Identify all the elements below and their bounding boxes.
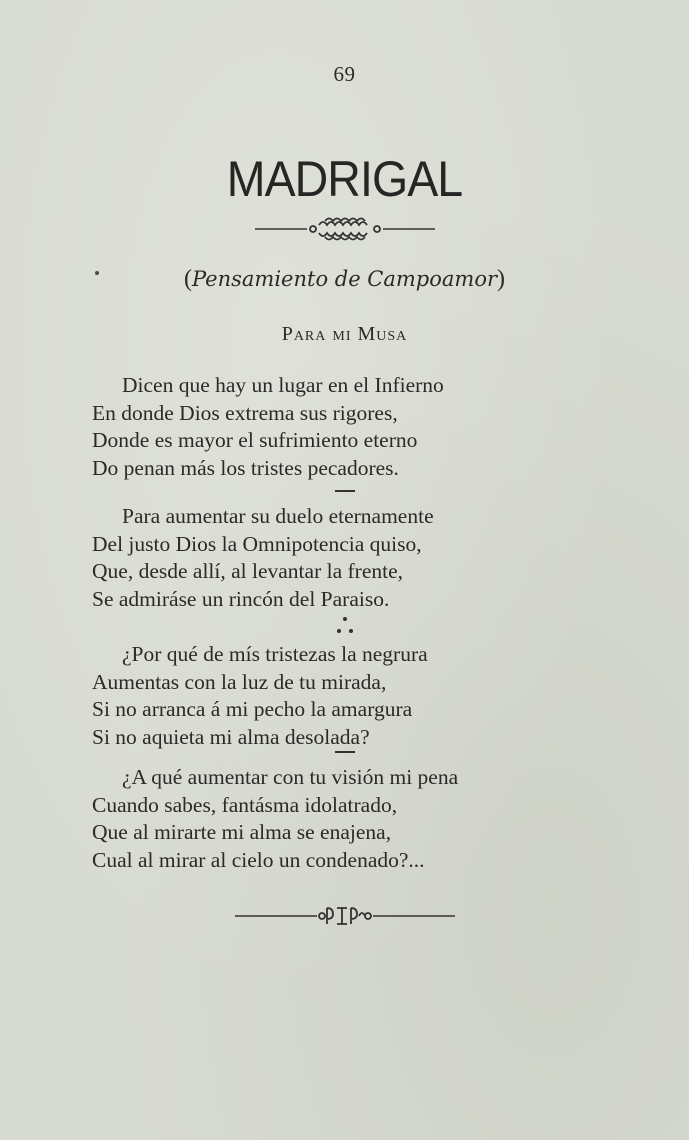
verse-line: Del justo Dios la Omnipotencia quiso, — [92, 531, 422, 556]
subtitle-close-paren: ) — [497, 266, 506, 292]
stanza-separator-dash — [0, 749, 689, 755]
stanza-1 — [92, 372, 612, 482]
subtitle-open-paren: ( — [183, 266, 192, 292]
verse-line: Aumentas con la luz de tu mirada, — [92, 669, 387, 694]
page-number: 69 — [333, 62, 356, 86]
poem-title: MADRIGAL — [226, 151, 463, 207]
flourish-ornament-icon — [225, 902, 465, 930]
stanza-3 — [92, 641, 612, 751]
stanza-4 — [92, 764, 612, 874]
flourish-ornament-icon — [245, 212, 445, 246]
verse-line: Para aumentar su duelo eternamente — [122, 504, 434, 528]
verse-line: Si no aquieta mi alma desolada? — [92, 724, 370, 749]
title-ornament — [0, 212, 689, 246]
verse-line: En donde Dios extrema sus rigores, — [92, 400, 398, 425]
verse-line: Que, desde allí, al levantar la frente, — [92, 559, 404, 583]
dash-separator-icon — [333, 749, 357, 755]
verse-line: Si no arranca á mi pecho la amargura — [92, 697, 413, 721]
verse-line: ¿A qué aumentar con tu visión mi pena — [122, 765, 459, 789]
verse-line: Dicen que hay un lugar en el Infierno — [122, 373, 444, 397]
verse-line: Donde es mayor el sufrimiento eterno — [92, 428, 418, 452]
verse-line: ¿Por qué de mís tristezas la negrura — [122, 642, 428, 666]
poem-subtitle — [0, 266, 689, 293]
three-dots-separator-icon — [333, 613, 357, 637]
stanza-separator-dots — [0, 613, 689, 637]
dash-separator-icon — [333, 488, 357, 494]
poem-dedication: Para mi Musa — [281, 323, 408, 345]
verse-line: Se admiráse un rincón del Paraiso. — [92, 586, 390, 611]
subtitle-text: Pensamiento de Campoamor — [191, 267, 498, 291]
closing-ornament — [0, 902, 689, 930]
stanza-2 — [92, 503, 612, 613]
verse-line: Cuando sabes, fantásma idolatrado, — [92, 792, 398, 817]
verse-line: Do penan más los tristes pecadores. — [92, 455, 399, 480]
verse-line: Cual al mirar al cielo un condenado?... — [92, 847, 425, 872]
stanza-separator-dash — [0, 488, 689, 494]
verse-line: Que al mirarte mi alma se enajena, — [92, 820, 392, 844]
